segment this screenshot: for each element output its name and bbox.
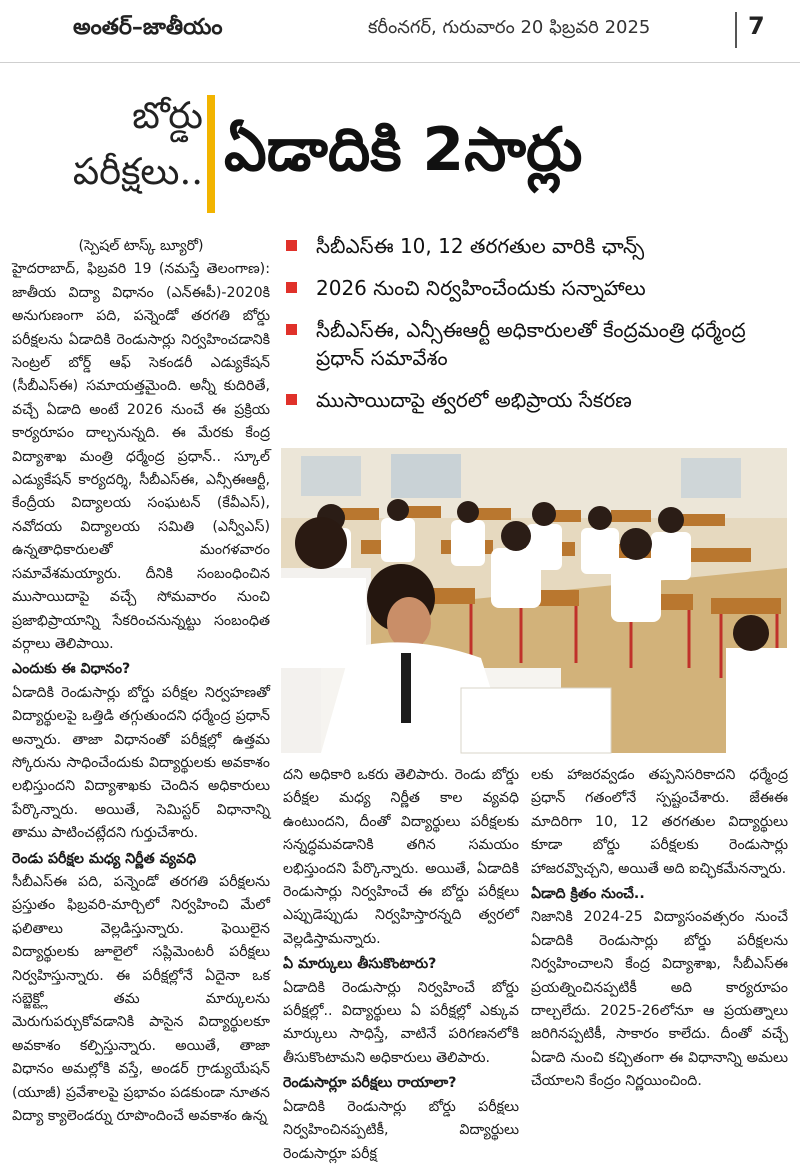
exam-hall-photo <box>281 448 787 753</box>
highlights-list <box>286 232 796 428</box>
kicker <box>18 88 203 200</box>
article-paragraph: ఏడాదికి రెండుసార్లు బోర్డు పరీక్షలు నిర్వహించినప్పటికీ, విద్యార్థులు రెండుసార్లూ పరీక్ష <box>283 1098 519 1162</box>
article-paragraph: లకు హాజరవ్వడం తప్పనిసరికాదని ధర్మేంద్ర ప్రధాన్ గతంలోనే స్పష్టంచేశారు. జేఈఈ మాదిరిగా 10, 12 తరగతుల విద్యార్థులు కూడా బోర్డు పరీక్షలకు రెండుసార్లు హాజరవ్వొచ్చని, అయితే అది ఐచ్ఛికమేనన్నారు. <box>531 767 788 877</box>
article-paragraph: ఏడాదికి రెండుసార్లు బోర్డు పరీక్షల నిర్వహణతో విద్యార్థులపై ఒత్తిడి తగ్గుతుందని ధర్మేంద్ర ప్రధాన్ అన్నారు. తాజా విధానంతో పరీక్షల్లో ఉత్తమ స్కోరును సాధించేందుకు విద్యార్థులకు అవకాశం లభిస్తుందని విద్యాశాఖకు చెందిన అధికారులు పేర్కొన్నారు. అయితే, సెమిస్టర్ విధానాన్ని తాము పాటించట్లేదని గుర్తుచేశారు. <box>12 684 270 842</box>
subheading: రెండు పరీక్షల మధ్య నిర్ణీత వ్యవధి <box>12 850 197 867</box>
page-number: 7 <box>748 12 765 40</box>
bullet-square-icon <box>286 282 297 293</box>
highlight-text: 2026 నుంచి నిర్వహించేందుకు సన్నాహాలు <box>316 276 646 300</box>
bullet-square-icon <box>286 324 297 335</box>
kicker-line-2: పరీక్షలు.. <box>72 150 203 193</box>
highlight-item <box>286 274 796 302</box>
article-paragraph: సీబీఎస్ఈ పది, పన్నెండో తరగతి పరీక్షలను ప్రస్తుతం ఫిబ్రవరి-మార్చిలో నిర్వహించి మేలో ఫలితాలు వెల్లడిస్తున్నారు. ఫెయిలైన విద్యార్థులకు జూలైలో సప్లిమెంటరీ పరీక్షలు నిర్వహిస్తున్నారు. ఈ పరీక్షల్లోనే ఏదైనా ఒక సబ్జెక్ట్లో తమ మార్కులను మెరుగుపర్చుకోవడానికి పాసైన విద్యార్థులకూ అవకాశం కల్పిస్తున్నారు. అయితే, తాజా విధానం అమల్లోకి వస్తే, అండర్ గ్రాడ్యుయేషన్ (యూజీ) ప్రవేశాలపై ప్రభావం పడకుండా నూతన విద్యా క్యాలెండర్ను రూపొందించే అవకాశం ఉన్న <box>12 873 270 1125</box>
article-column-1 <box>12 235 270 1125</box>
article-paragraph: దని అధికారి ఒకరు తెలిపారు. రెండు బోర్డు పరీక్షల మధ్య నిర్ణీత కాల వ్యవధి ఉంటుందని, దీంతో విద్యార్థులు పరీక్షలకు సన్నద్ధమవడానికి తగిన సమయం లభిస్తుందని పేర్కొన్నారు. అయితే, ఏడాదికి రెండుసార్లు నిర్వహించే ఈ బోర్డు పరీక్షలు ఎప్పుడెప్పుడు నిర్వహిస్తారన్నది త్వరలో వెల్లడిస్తామన్నారు. <box>283 767 519 947</box>
article-paragraph: ఏడాదికి రెండుసార్లు నిర్వహించే బోర్డు పరీక్షల్లో.. విద్యార్థులు ఏ పరీక్షల్లో ఎక్కువ మార్కులు సాధిస్తే, వాటినే పరిగణనలోకి తీసుకొంటామని అధికారులు తెలిపారు. <box>283 979 519 1066</box>
highlight-item <box>286 386 796 414</box>
kicker-line-1: బోర్డు <box>132 94 203 137</box>
highlight-text: సీబీఎస్ఈ, ఎన్సీఈఆర్టీ అధికారులతో కేంద్రమంత్రి ధర్మేంద్ర ప్రధాన్ సమావేశం <box>316 318 746 370</box>
highlight-item <box>286 232 796 260</box>
article-paragraph: హైదరాబాద్, ఫిబ్రవరి 19 (నమస్తే తెలంగాణ): జాతీయ విద్యా విధానం (ఎన్ఈపీ)-2020కి అనుగుణంగా పది, పన్నెండో తరగతి బోర్డు పరీక్షలను ఏడాదికి రెండుసార్లు నిర్వహించడానికి సెంట్రల్ బోర్డ్ ఆఫ్ సెకండరీ ఎడ్యుకేషన్ (సీబీఎస్ఈ) సమాయత్తమైంది. అన్నీ కుదిరితే, వచ్చే ఏడాది అంటే 2026 నుంచే ఈ ప్రక్రియ కార్యరూపం దాల్చనున్నది. ఈ మేరకు కేంద్ర విద్యాశాఖ మంత్రి ధర్మేంద్ర ప్రధాన్.. స్కూల్ ఎడ్యుకేషన్ కార్యదర్శి, సీబీఎస్ఈ, ఎన్సీఈఆర్టీ, కేంద్రీయ విద్యాలయ సంఘటన్ (కేవీఎస్), నవోదయ విద్యాలయ సమితి (ఎన్వీఎస్) ఉన్నతాధికారులతో మంగళవారం సమావేశమయ్యారు. దీనికి సంబంధించిన ముసాయిదాపై వచ్చే సోమవారం నుంచి ప్రజాభిప్రాయాన్ని సేకరించనున్నట్టు సంబంధిత వర్గాలు తెలిపాయి. <box>12 261 270 652</box>
highlight-text: ముసాయిదాపై త్వరలో అభిప్రాయ సేకరణ <box>316 388 632 412</box>
subheading: ఏ మార్కులు తీసుకొంటారు? <box>283 956 437 973</box>
subheading: ఎందుకు ఈ విధానం? <box>12 661 131 678</box>
subheading: రెండుసార్లూ పరీక్షలు రాయాలా? <box>283 1075 457 1092</box>
section-name: అంతర్–జాతీయం <box>73 14 223 40</box>
bullet-square-icon <box>286 394 297 405</box>
highlight-item <box>286 316 796 372</box>
article-paragraph: నిజానికి 2024-25 విద్యాసంవత్సరం నుంచే ఏడాదికి రెండుసార్లు బోర్డు పరీక్షలను నిర్వహించాలని కేంద్ర విద్యాశాఖ, సీబీఎస్ఈ ప్రయత్నించినప్పటికీ అది కార్యరూపం దాల్చలేదు. 2025-26లోనూ ఆ ప్రయత్నాలు జరిగినప్పటికీ, సాకారం కాలేదు. దీంతో వచ్చే ఏడాది నుంచి కచ్చితంగా ఈ విధానాన్ని అమలు చేయాలని కేంద్రం నిర్ణయించింది. <box>531 909 788 1090</box>
page-header <box>0 0 800 63</box>
bullet-square-icon <box>286 240 297 251</box>
header-divider <box>735 12 737 48</box>
subheading: ఏడాది క్రితం నుంచే.. <box>531 886 645 903</box>
headline: ఏడాదికి 2సార్లు <box>224 115 583 185</box>
highlight-text: సీబీఎస్ఈ 10, 12 తరగతుల వారికి ఛాన్స్ <box>316 234 645 258</box>
kicker-accent-bar <box>207 95 215 213</box>
article-column-2 <box>283 764 519 1162</box>
dateline: కరీంనగర్, గురువారం 20 ఫిబ్రవరి 2025 <box>368 17 651 38</box>
article-column-3 <box>531 764 788 1116</box>
byline: (స్పెషల్ టాస్క్ బ్యూరో) <box>78 238 204 254</box>
